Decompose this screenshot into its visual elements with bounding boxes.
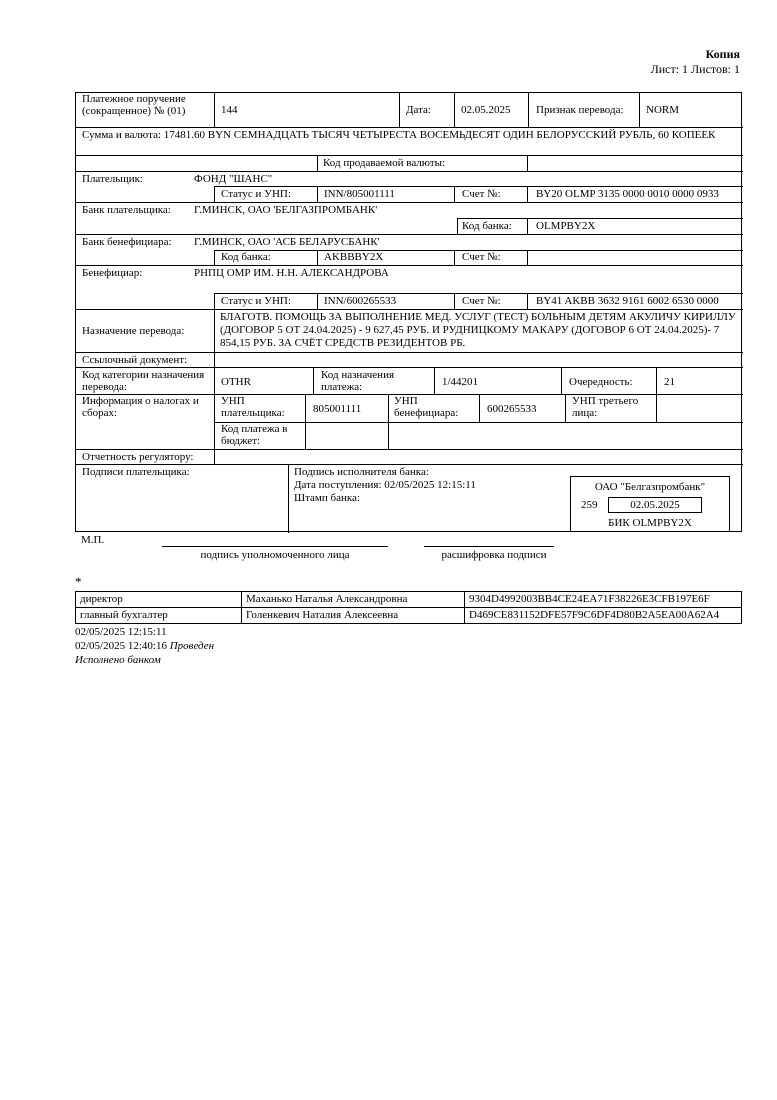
beneficiary-bank-label: Банк бенефициара: <box>82 236 172 248</box>
payer-status-unp-label: Статус и УНП: <box>221 188 291 200</box>
payer-bank-code-label: Код банка: <box>462 220 512 232</box>
priority: 21 <box>664 376 675 388</box>
beneficiary-unp-tax-label: УНП бенефициара: <box>394 395 459 419</box>
beneficiary-account: BY41 AKBB 3632 9161 6002 6530 0000 <box>536 295 719 307</box>
beneficiary-bank-account-label: Счет №: <box>462 251 501 263</box>
beneficiary-bank-name: Г.МИНСК, ОАО 'АСБ БЕЛАРУСБАНК' <box>194 236 380 248</box>
beneficiary-unp-tax: 600265533 <box>487 403 537 415</box>
payer-bank-label: Банк плательщика: <box>82 204 171 216</box>
payer-signatures-label: Подписи плательщика: <box>82 466 190 478</box>
received-date-label: Дата поступления: 02/05/2025 12:15:11 <box>294 479 476 491</box>
purpose-label: Назначение перевода: <box>82 325 185 337</box>
order-title-label: Платежное поручение (сокращенное) № (01) <box>82 93 186 117</box>
bank-executor-label: Подпись исполнителя банка: <box>294 466 429 478</box>
payer-account: BY20 OLMP 3135 0000 0010 0000 0933 <box>536 188 719 200</box>
bank-stamp <box>570 476 730 532</box>
signer-role: директор <box>76 592 242 608</box>
category-code: OTHR <box>221 376 251 388</box>
taxes-label: Информация о налогах и сборах: <box>82 395 199 419</box>
regulator-label: Отчетность регулятору: <box>82 451 194 463</box>
signer-hash: D469CE831152DFE57F9C6DF4D80B2A5EA00A62A4 <box>465 608 742 624</box>
transfer-sign: NORM <box>646 104 680 116</box>
payment-purpose-code: 1/44201 <box>442 376 479 388</box>
order-date: 02.05.2025 <box>461 104 511 116</box>
sheet-info: Лист: 1 Листов: 1 <box>650 62 740 76</box>
beneficiary-name: РНПЦ ОМР ИМ. Н.Н. АЛЕКСАНДРОВА <box>194 267 389 279</box>
payer-account-label: Счет №: <box>462 188 501 200</box>
mp-label: М.П. <box>81 534 105 546</box>
payer-unp: INN/805001111 <box>324 188 395 200</box>
copy-label: Копия <box>705 47 740 61</box>
beneficiary-label: Бенефициар: <box>82 267 143 279</box>
beneficiary-status-unp-label: Статус и УНП: <box>221 295 291 307</box>
signer-role: главный бухгалтер <box>76 608 242 624</box>
third-party-unp-label: УНП третьего лица: <box>572 395 639 419</box>
signer-name: Голенкевич Наталия Алексеевна <box>242 608 465 624</box>
priority-label: Очередность: <box>569 376 633 388</box>
beneficiary-bank-code: AKBBBY2X <box>324 251 384 263</box>
amount-text: Сумма и валюта: 17481.60 BYN СЕМНАДЦАТЬ ТЫСЯЧ ЧЕТЫРЕСТА ВОСЕМЬДЕСЯТ ОДИН БЕЛОРУССКИЙ РУБЛЬ, 60 КОПЕЕК <box>82 129 716 141</box>
stamp-number: 259 <box>581 499 598 511</box>
stamp-bank-name: ОАО "Белгазпромбанк" <box>594 481 706 493</box>
authorized-signature-line <box>162 546 388 547</box>
payer-name: ФОНД "ШАНС" <box>194 173 273 185</box>
sold-currency-label: Код продаваемой валюты: <box>323 157 446 169</box>
payer-unp-tax-label: УНП плательщика: <box>221 395 285 419</box>
stamp-bic: БИК OLMPBY2X <box>608 517 692 529</box>
budget-code-label: Код платежа в бюджет: <box>221 423 288 447</box>
beneficiary-account-label: Счет №: <box>462 295 501 307</box>
signature-decoding-label: расшифровка подписи <box>441 549 547 561</box>
category-code-label: Код категории назначения перевода: <box>82 369 205 393</box>
log-status: Проведен <box>169 640 215 652</box>
payment-order-form <box>75 92 742 532</box>
payer-unp-tax: 805001111 <box>313 403 362 415</box>
order-number: 144 <box>221 104 238 116</box>
signer-row <box>76 592 742 608</box>
payment-purpose-code-label: Код назначения платежа: <box>321 369 395 393</box>
bank-stamp-label: Штамп банка: <box>294 492 360 504</box>
signers-table <box>75 591 742 624</box>
signer-name: Маханько Наталья Александровна <box>242 592 465 608</box>
order-date-label: Дата: <box>406 104 431 116</box>
log-line-2 <box>75 640 214 653</box>
beneficiary-unp: INN/600265533 <box>324 295 397 307</box>
purpose-text: БЛАГОТВ. ПОМОЩЬ ЗА ВЫПОЛНЕНИЕ МЕД. УСЛУГ (ТЕСТ) БОЛЬНЫМ ДЕТЯМ АКУЛИЧУ КИРИЛЛУ (ДОГОВОР 5 ОТ 24.04.2025) - 9 627,45 РУБ. И РУДНИЦКОМУ МАКАРУ (ДОГОВОР 6 ОТ 24.04.2025)- 7 854,15 РУБ. ЗА СЧЁТ СРЕДСТВ РЕЗИДЕНТОВ РБ. <box>220 311 736 349</box>
footnote-star: * <box>75 574 82 589</box>
signer-row <box>76 608 742 624</box>
signer-hash: 9304D4992003BB4CE24EA71F38226E3CFB197E6F <box>465 592 742 608</box>
payer-label: Плательщик: <box>82 173 143 185</box>
payer-bank-name: Г.МИНСК, ОАО 'БЕЛГАЗПРОМБАНК' <box>194 204 378 216</box>
log-line-3: Исполнено банком <box>75 654 161 666</box>
log-line-1: 02/05/2025 12:15:11 <box>75 626 167 638</box>
log-time: 02/05/2025 12:40:16 <box>75 640 167 652</box>
payer-bank-code: OLMPBY2X <box>536 220 596 232</box>
signature-decoding-line <box>424 546 554 547</box>
reference-label: Ссылочный документ: <box>82 354 188 366</box>
beneficiary-bank-code-label: Код банка: <box>221 251 271 263</box>
authorized-signature-label: подпись уполномоченного лица <box>200 549 350 561</box>
transfer-sign-label: Признак перевода: <box>536 104 624 116</box>
stamp-date: 02.05.2025 <box>608 497 702 513</box>
